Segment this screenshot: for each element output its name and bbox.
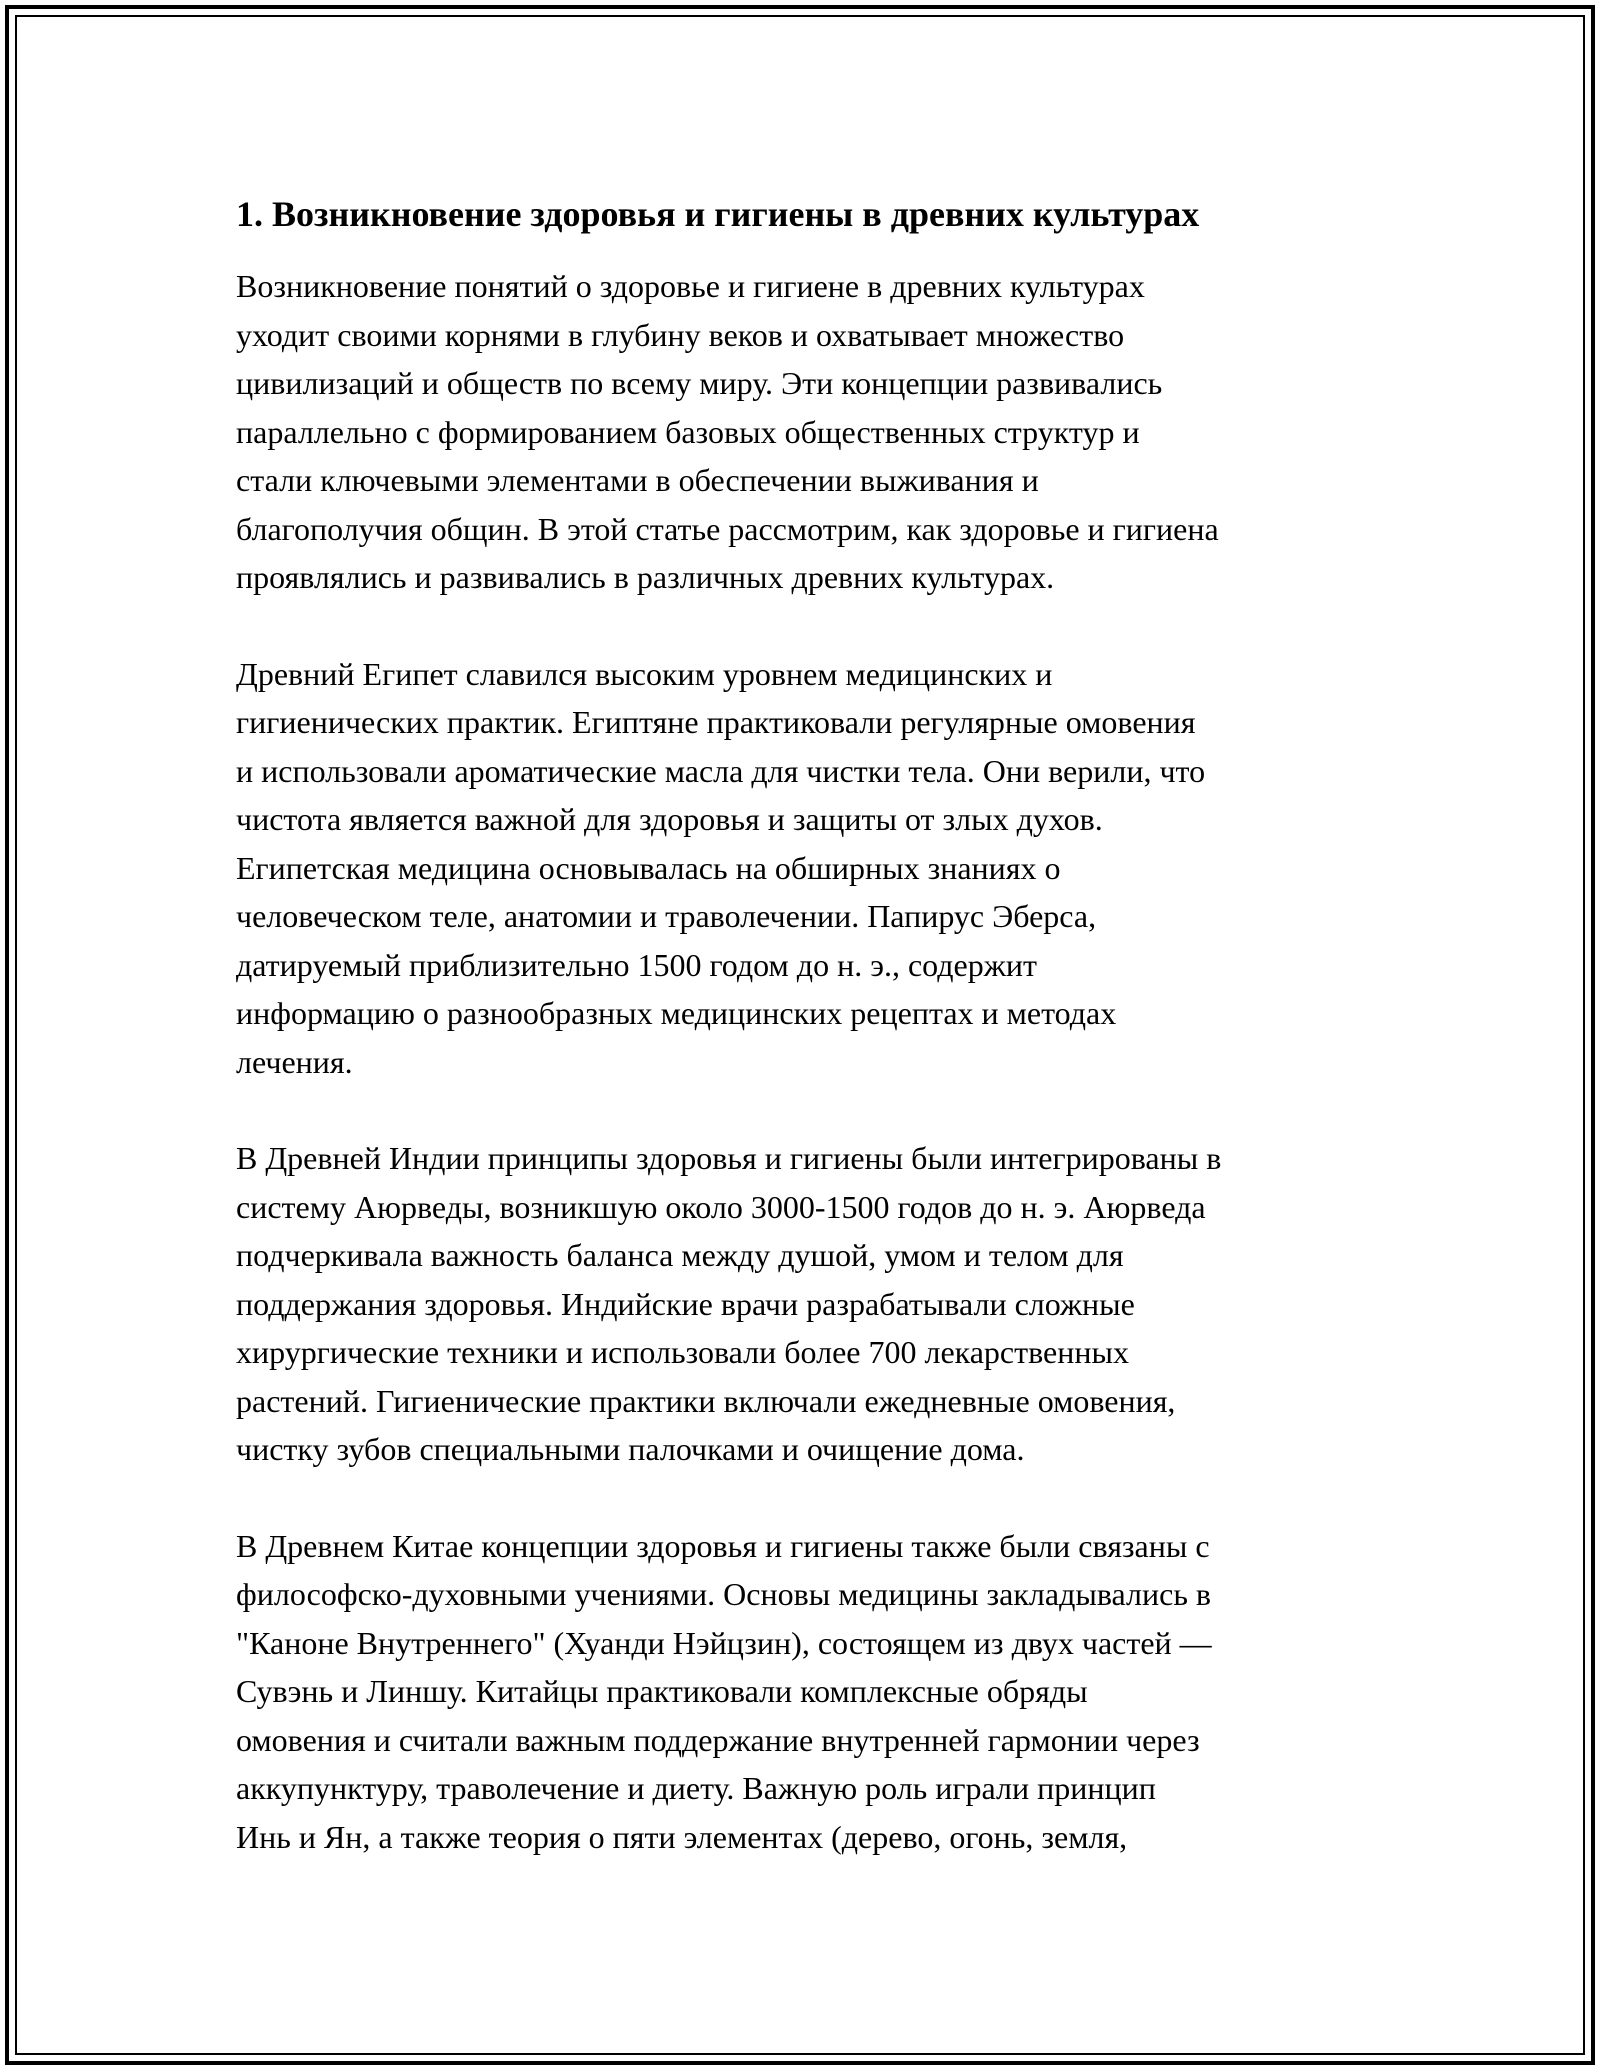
text-line: растений. Гигиенические практики включали ежедневные омовения,: [236, 1382, 1176, 1419]
text-line: чистку зубов специальными палочками и очищение дома.: [236, 1431, 1025, 1467]
text-line: гигиенических практик. Египтяне практиковали регулярные омовения: [236, 704, 1196, 740]
paragraph-egypt: [236, 650, 1386, 1087]
text-line: благополучия общин. В этой статье рассмотрим, как здоровье и гигиена: [236, 510, 1219, 547]
text-line: цивилизаций и обществ по всему миру. Эти концепции развивались: [236, 365, 1163, 401]
text-line: систему Аюрведы, возникшую около 3000-1500 годов до н. э. Аюрведа: [236, 1188, 1206, 1225]
text-line: проявлялись и развивались в различных древних культурах.: [236, 559, 1055, 595]
section-heading: 1. Возникновение здоровья и гигиены в древних культурах: [236, 194, 1200, 234]
text-line: датируемый приблизительно 1500 годом до н. э., содержит: [236, 946, 1037, 983]
document-body: [236, 188, 1386, 1909]
text-line: чистота является важной для здоровья и защиты от злых духов.: [236, 801, 1103, 837]
text-line: Древний Египет славился высоким уровнем медицинских и: [236, 655, 1053, 692]
text-line: В Древнем Китае концепции здоровья и гигиены также были связаны с: [236, 1527, 1210, 1564]
text-line: и использовали ароматические масла для чистки тела. Они верили, что: [236, 752, 1206, 789]
text-line: В Древней Индии принципы здоровья и гигиены были интегрированы в: [236, 1140, 1222, 1176]
text-line: Инь и Ян, а также теория о пяти элементах (дерево, огонь, земля,: [236, 1818, 1128, 1855]
text-line: уходит своими корнями в глубину веков и охватывает множество: [236, 316, 1125, 353]
text-line: параллельно с формированием базовых общественных структур и: [236, 413, 1140, 450]
paragraph-india: [236, 1134, 1386, 1474]
text-line: Возникновение понятий о здоровье и гигиене в древних культурах: [236, 268, 1145, 304]
text-line: Египетская медицина основывалась на обширных знаниях о: [236, 849, 1061, 886]
text-line: человеческом теле, анатомии и траволечении. Папирус Эберса,: [236, 898, 1097, 934]
text-line: хирургические техники и использовали более 700 лекарственных: [236, 1334, 1129, 1370]
text-line: омовения и считали важным поддержание внутренней гармонии через: [236, 1721, 1200, 1758]
text-line: подчеркивала важность баланса между душой, умом и телом для: [236, 1237, 1124, 1273]
text-line: информацию о разнообразных медицинских рецептах и методах: [236, 995, 1117, 1031]
text-line: поддержания здоровья. Индийские врачи разрабатывали сложные: [236, 1285, 1135, 1322]
text-line: лечения.: [236, 1043, 353, 1080]
text-line: философско-духовными учениями. Основы медицины закладывались в: [236, 1576, 1212, 1612]
paragraph-intro: [236, 262, 1386, 602]
text-line: Сувэнь и Линшу. Китайцы практиковали комплексные обряды: [236, 1673, 1088, 1709]
paragraph-china: [236, 1522, 1386, 1862]
text-line: аккупунктуру, траволечение и диету. Важную роль играли принцип: [236, 1770, 1156, 1806]
text-line: стали ключевыми элементами в обеспечении выживания и: [236, 462, 1039, 498]
text-line: "Каноне Внутреннего" (Хуанди Нэйцзин), состоящем из двух частей —: [236, 1624, 1212, 1661]
